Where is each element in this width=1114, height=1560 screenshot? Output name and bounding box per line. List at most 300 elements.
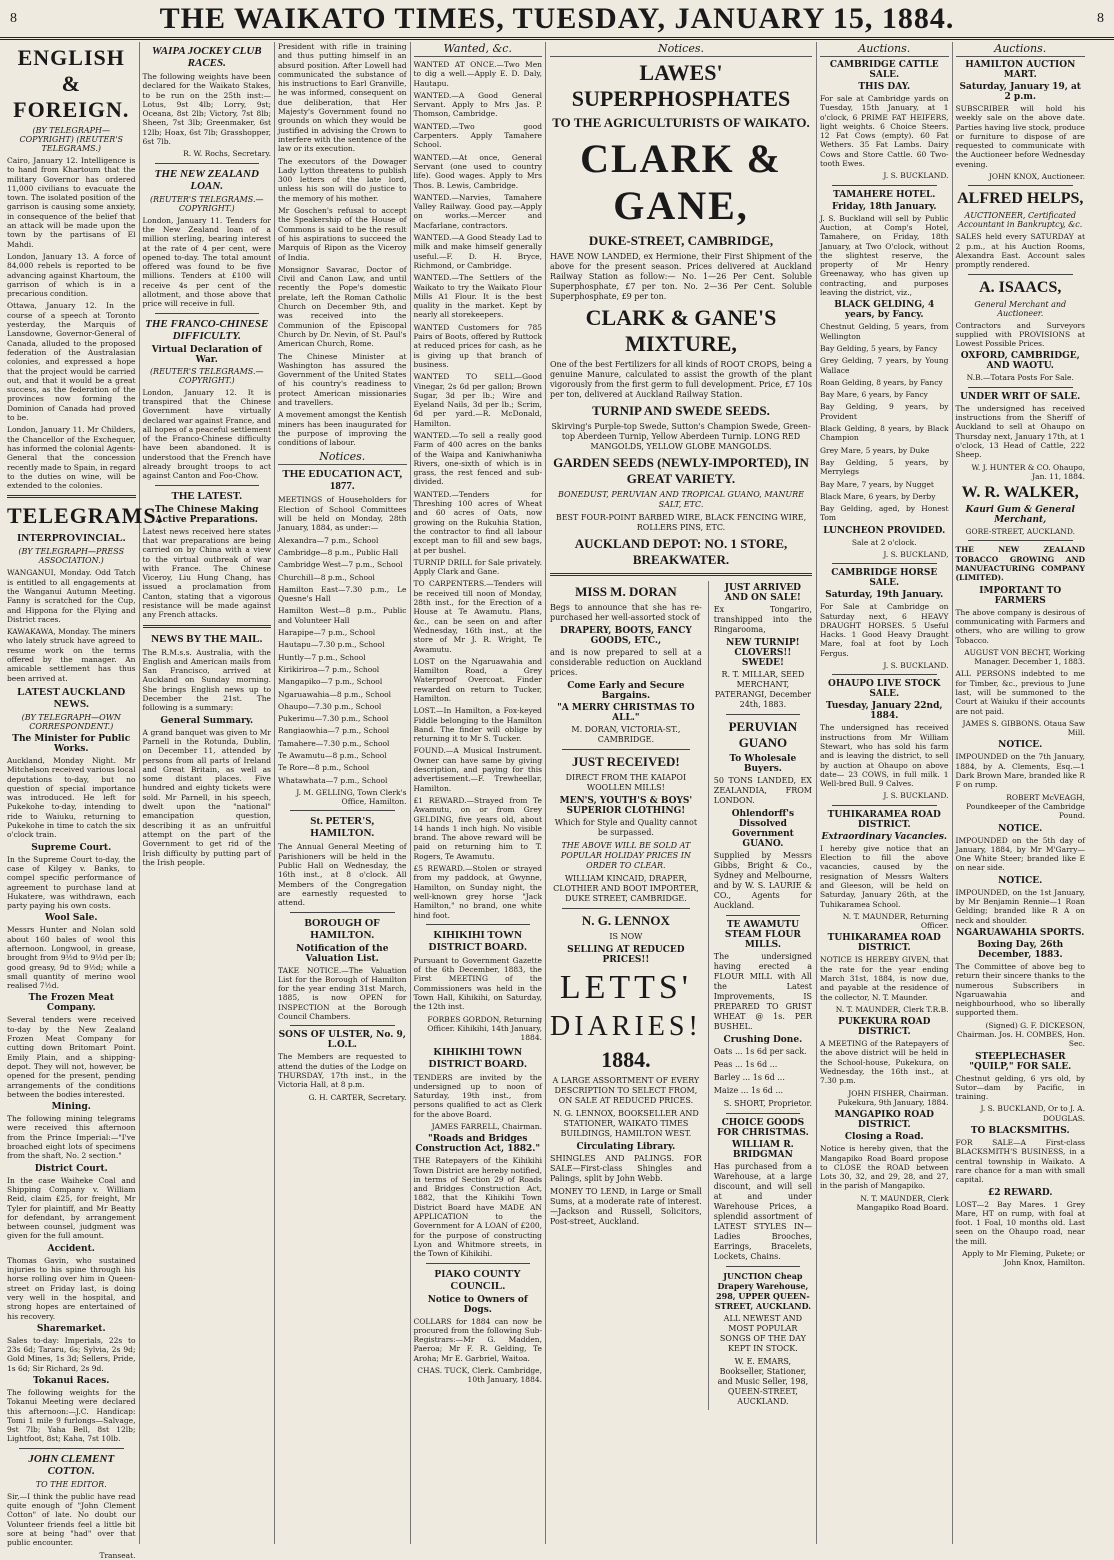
classified-ad: WANTED.—A Good Steady Lad to milk and make himself generally useful.—F. D. H. Bryce, Richmond, or Cambridge. [413, 233, 542, 270]
auckland-depot: AUCKLAND DEPOT: NO. 1 STORE, BREAKWATER. [574, 536, 788, 567]
subhead: Accident. [47, 1243, 95, 1254]
notice-headline: NOTICE. [998, 875, 1043, 886]
signature: J. S. BUCKLAND. [883, 791, 949, 801]
jockey-club-headline: WAIPA JOCKEY CLUB RACES. [151, 45, 262, 69]
helps-sub: AUCTIONEER, Certificated Accountant in Bankruptcy, &c. [958, 211, 1083, 230]
loan-headline: THE NEW ZEALAND LOAN. [154, 167, 259, 192]
subhead: The Minister for Public Works. [12, 733, 131, 754]
doran-bargains: Come Early and Secure Bargains. [567, 681, 685, 701]
ad-body: DIRECT FROM THE KAIAPOI WOOLLEN MILLS! [565, 773, 687, 792]
notice-headline: NOTICE. [998, 740, 1043, 751]
article-paragraph: Mr Goschen's refusal to accept the Speakership of the House of Commons is said to be the result of his aspirations to succeed the Marquis of Ripon as the Viceroy of India. [278, 206, 407, 262]
classified-ad: TO CARPENTERS.—Tenders will be received till noon of Monday, 28th inst., for the Erection of a House at Te Awamutu. Plans, &c., can be seen on and after Wednesday, 16th inst., at the store of Mr J. R. Wright, Te Awamutu. [413, 579, 542, 654]
notice-body: Pursuant to Government Gazette of the 6th December, 1883, the First MEETING of the Commissioners was held in the Town Hall, Kihikihi, on Saturday, the 12th inst. [413, 955, 542, 1012]
column-1 [4, 42, 164, 1560]
classified-ad: WANTED.—Narvies, Tamahere Valley Railway. Good pay.—Apply on works.—Mercer and Macfarlane, contractors. [413, 192, 542, 230]
list-item: Pukerimu—7.30 p.m., School [278, 714, 389, 724]
ad-body: and is now prepared to sell at a considerable reduction on Auckland prices. [550, 648, 702, 677]
cattle-sale-headline: CAMBRIDGE CATTLE SALE. [829, 60, 939, 80]
price-line: Maize ... 1s 6d ... [713, 1086, 784, 1095]
page-columns [0, 40, 1114, 1560]
signature: J. S. BUCKLAND. [883, 661, 949, 671]
loan-sub: (REUTER'S TELEGRAMS.—COPYRIGHT.) [149, 194, 264, 213]
lawes-headline: LAWES' SUPERPHOSPHATES [571, 60, 791, 111]
article-paragraph: London, January 13. A force of 84,000 rebels is reported to be advancing against Khartoum, the garrison of which is in a precarious condition. [7, 251, 136, 299]
notice-body: ALL PERSONS indebted to me for Timber, &c., previous to June last, will be summoned to the Court at Waiuku if their accounts are not paid. [955, 669, 1085, 716]
songs-ad: ALL NEWEST AND MOST POPULAR SONGS OF THE DAY KEPT IN STOCK. [719, 1314, 806, 1353]
horse-sale-headline: CAMBRIDGE HORSE SALE. [831, 568, 938, 589]
isaacs-sub: General Merchant and Auctioneer. [974, 299, 1067, 318]
columns-5-6 [546, 42, 817, 1544]
auction-body: The undersigned has received instructions from the Sheriff of Auckland to sell at Ohaupo on Thursday next, January 17th, at 1 o'clock, 13 Head of Cattle, 222 Sheep. [955, 403, 1085, 460]
notice-body: The Members are requested to attend the duties of the Lodge on THURSDAY, 17th inst., in the Victoria Hall, at 8 p.m. [278, 1052, 407, 1090]
signature: FORBES GORDON, Returning Officer. Kihikihi, 14th January, 1884. [427, 1014, 542, 1043]
subhead: Sharemarket. [36, 1323, 106, 1334]
list-item: Mangapiko—7 p.m., School [278, 677, 383, 687]
list-item: Huntly—7 p.m., School [278, 652, 366, 662]
divider [832, 805, 937, 806]
ad-body: Contractors and Surveyors supplied with PROVISIONS at Lowest Possible Prices. [955, 320, 1085, 349]
letter-body: Sir,—I think the public have read quite enough of "John Clement Cotton" of late. No doubt our Volunteer friends feel a little bit sore at being "had" over that public encounter. [7, 1491, 136, 1548]
signature: G. H. CARTER, Secretary. [308, 1092, 407, 1102]
turnip-headline: NEW TURNIP! CLOVERS!! SWEDE! [726, 638, 800, 668]
list-item: Harapipe—7 p.m., School [278, 628, 376, 638]
divider [155, 485, 260, 486]
page-number-right: 8 [1096, 10, 1104, 26]
piako-headline: PIAKO COUNTY COUNCIL. [434, 1267, 521, 1292]
subhead: District Court. [34, 1163, 108, 1174]
classified-ad: WANTED.—The Settlers of the Waikato to try the Waikato Flour Mills A1 Flour. It is the best quality in the market. Kept by nearly all storekeepers. [413, 273, 542, 320]
ads-left [550, 581, 702, 1410]
divider [726, 1266, 800, 1267]
horse-item: Grey Mare, 5 years, by Duke [820, 445, 930, 455]
lennox-sale: SELLING AT REDUCED PRICES!! [567, 945, 685, 965]
divider [143, 625, 272, 628]
letter-to: TO THE EDITOR. [35, 1479, 107, 1489]
divider [290, 810, 395, 811]
education-act-headline: THE EDUCATION ACT, 1877. [282, 468, 403, 493]
ad-body: Supplied by Messrs Gibbs, Bright & Co., Sydney and Melbourne, and by W. S. LAURIE & CO., Agents for Auckland. [713, 851, 812, 910]
divider [562, 908, 690, 909]
notice-body: The Committee of above beg to return their sincere thanks to the numerous Subscribers in Ngaruawahia and neighbourhood, who so liberally supported them. [955, 961, 1085, 1018]
signature: N. T. MAUNDER, Clerk Mangapiko Road Board. [856, 1193, 949, 1213]
article-paragraph: Monsignor Savarac, Doctor of Civil and Canon Law, and until recently the Pope's domestic prelate, left the Roman Catholic Church on December 9th, and was received into the Communion of the Episcopal Church by Dr. Nevin, of St. Paul's American Church, Rome. [278, 264, 407, 349]
signature: AUGUST VON BECHT, Working Manager. December 1, 1883. [964, 647, 1085, 667]
auction-mart-date: Saturday, January 19, at 2 p.m. [959, 82, 1081, 102]
list-item: Hamilton West—8 p.m., Public and Volunteer Hall [278, 606, 407, 625]
signature: J. S. BUCKLAND, Or to J. A. DOUGLAS. [980, 1104, 1085, 1123]
article-paragraph: In the Supreme Court to-day, the case of Kilgey v. Banks, to compel specific performance of agreement to purchase land at Hukatere, was withdrawn, each party paying his own costs. [7, 854, 136, 911]
article-paragraph: Ottawa, January 12. In the course of a speech at Toronto yesterday, the Marquis of Lansdowne, Governor-General of Canada, alluded to the proposed federation of the Australasian colonies, and expressed a hope that the project would be carried out, and that it would be a great success, as the federation of the provinces now forming the Dominion of Canada had proved to be. [7, 301, 136, 423]
bridgman-name: WILLIAM R. BRIDGMAN [731, 1140, 794, 1160]
subhead: The Frozen Meat Company. [28, 993, 114, 1014]
column-2 [140, 42, 276, 1544]
roads-act-headline: "Roads and Bridges Construction Act, 1882." [415, 1134, 541, 1155]
steeplechaser-headline: STEEPLECHASER "QUILP," FOR SALE. [969, 1051, 1072, 1072]
ad-body: Begs to announce that she has re-purchased her well-assorted stock of [550, 603, 702, 622]
walker-headline: W. R. WALKER, [961, 484, 1079, 502]
library-headline: Circulating Library. [576, 1142, 676, 1152]
subhead: General Summary. [160, 715, 254, 726]
classified-ad: LOST.—In Hamilton, a Fox-keyed Fiddle belonging to the Hamilton Band. The finder will oblige by returning it to Mr S. Tucker. [413, 706, 542, 744]
classified-ad: TURNIP DRILL for Sale privately. Apply Clark and Gane. [413, 557, 542, 577]
divider [19, 1448, 124, 1449]
article-paragraph: President with rifle in training and thus putting himself in an absurd position. After Lowell had communicated the substance of his instructions to Earl Granville, he was informed, consequent on due deliberation, that Her Majesty's Government found no grounds on which they would be justified in advising the Crown to interfere with the sentence of the law or its execution. [278, 42, 407, 154]
telegrams-headline: TELEGRAMS. [7, 503, 164, 529]
isaacs-locations: OXFORD, CAMBRIDGE, AND WAOTU. [960, 351, 1080, 372]
ad-body: BONEDUST, PERUVIAN AND TROPICAL GUANO, MANURE SALT, ETC. [558, 490, 804, 509]
subhead: Supreme Court. [31, 842, 112, 853]
walker-sub: Kauri Gum & General Merchant, [965, 505, 1075, 526]
divider [726, 1113, 800, 1114]
luncheon: LUNCHEON PROVIDED. [823, 525, 946, 536]
signature: ROBERT McVEAGH, Poundkeeper of the Cambridge Pound. [966, 792, 1085, 821]
mangapiko-sub: Closing a Road. [844, 1132, 924, 1143]
notices-section-head: Notices. [550, 42, 812, 57]
signature: JOHN FISHER, Chairman. Pukekura, 9th January, 1884. [837, 1088, 949, 1107]
divider [968, 274, 1074, 275]
horse-item: Bay Mare, 6 years, by Fancy [820, 390, 928, 400]
signature: N. G. LENNOX, BOOKSELLER AND STATIONER, WAIKATO TIMES BUILDINGS, HAMILTON WEST. [552, 1109, 699, 1138]
signature: N. T. MAUNDER, Clerk T.R.B. [835, 1004, 949, 1014]
signature: WILLIAM KINCAID, DRAPER, CLOTHIER AND BOOT IMPORTER, DUKE STREET, CAMBRIDGE. [553, 874, 699, 903]
mixture-headline: CLARK & GANE'S MIXTURE, [585, 305, 777, 356]
notice-body: TAKE NOTICE.—The Valuation List for the Borough of Hamilton for the year ending 31st March, 1885, is now OPEN for INSPECTION at the Borough Council Chambers. [278, 965, 407, 1022]
notice-body: IMPOUNDED, on the 1st January, by Mr Benjamin Rennie—1 Roan Gelding; branded like R A on neck and shoulder. [955, 887, 1085, 925]
divider [832, 674, 937, 675]
two-column-ads [550, 581, 812, 1410]
page-number: 8 [10, 10, 17, 26]
list-item: Hamilton East—7.30 p.m., Le Quesne's Hall [278, 584, 407, 604]
tuhikaramea-headline: TUHIKARAMEA ROAD DISTRICT. [827, 809, 941, 830]
guano-sub: To Wholesale Buyers. [729, 754, 797, 774]
divider [290, 912, 395, 913]
tobacco-headline: THE NEW ZEALAND TOBACCO GROWING AND MANUFACTURING COMPANY (LIMITED). [955, 545, 1085, 583]
ad-body: IS NOW [609, 932, 643, 941]
article-paragraph: The following weights have been declared for the Waikato Stakes, to be run on the 25th inst:—Lotus, 9st 4lb; Lorry, 9st; Oceana, 8st 2lb; Victory, 7st 8lb; Sheen, 7st 3lb; Greenmaker, 6st 12lb; Hoax, 6st 7lb; Grasshopper, 6st 7lb. [142, 72, 271, 147]
borough-headline: BOROUGH OF HAMILTON. [304, 916, 380, 941]
auction-body: For Sale at Cambridge on Saturday next, 6 HEAVY DRAUGHT HORSES. 5 Useful Hacks. 1 Good Heavy Draught Mare, foal at foot by Loch Fergus. [820, 602, 949, 658]
list-item: Kirikiriroa—7 p.m., School [278, 664, 380, 674]
ad-body: N.B.—Totara Posts For Sale. [966, 373, 1074, 383]
column-3 [275, 42, 411, 1544]
horse-item: Bay Gelding, 5 years, by Fancy [820, 343, 938, 353]
article-paragraph: The following weights for the Tokanui Meeting were declared this afternoon:—J.C. Handicap: Tomi 1 mile 9 furlongs—Salvage, 9st 7lb; Yaha Bell, 8st 12lb; Lightfoot, 8st; Kaha, 7st 10lb. [7, 1387, 136, 1444]
isaacs-headline: A. ISAACS, [979, 278, 1062, 296]
ad-body: The undersigned having erected a FLOUR MILL with All the Latest Improvements, IS PREPARED TO GRIST WHEAT @ 1s. PER BUSHEL. [713, 952, 812, 1031]
notices-section-head: Notices. [278, 450, 407, 465]
notice-body: IMPOUNDED on the 5th day of January, 1884, by Mr M'Garry—One White Steer; branded like E on near side. [955, 835, 1085, 873]
article-paragraph: A grand banquet was given to Mr Parnell in the Rotunda, Dublin, on December 11, attended by persons from all parts of Ireland and Great Britain, as well as some distant places. Five hundred and eighty tickets were sold. Mr Parnell, in his speech, dwelt upon the "national" emancipation question, describing it as an unfruitful attempt on the part of the Government to get rid of the Irish difficulty by putting part of the Irish people. [142, 727, 271, 867]
diaries-year: 1884. [601, 1047, 651, 1072]
ad-body: MONEY TO LEND, in Large or Small Sums, at a moderate rate of interest.—Jackson and Russell, Solicitors, Post-street, Auckland. [550, 1187, 702, 1226]
lawes-sub: TO THE AGRICULTURISTS OF WAIKATO. [552, 115, 810, 130]
signature: S. SHORT, Proprietor. [723, 1099, 812, 1108]
divider [562, 749, 690, 750]
ad-body: SALES held every SATURDAY at 2 p.m., at his Auction Rooms, Alexandra East. Account sales promptly rendered. [955, 232, 1085, 270]
list-item: Churchill—8 p.m., School [278, 572, 375, 582]
latest-auckland-headline: LATEST AUCKLAND NEWS. [17, 685, 126, 710]
signature: W. E. EMARS, Bookseller, Stationer, and Music Seller, 198, QUEEN-STREET, AUCKLAND. [717, 1357, 809, 1406]
list-item: Tamahere—7.30 p.m., School [278, 738, 390, 748]
auction-body: J. S. Buckland will sell by Public Auction, at Comp's Hotel, Tamahere, on Friday, 18th January, at Two O'clock, without the slightest reserve, the property of Mr Henry Greenaway, who has given up contracting, and purposes leaving the district, viz., [820, 213, 949, 298]
ad-body: SHINGLES AND PALINGS. FOR SALE—First-class Shingles and Palings, split by John Webb. [550, 1154, 702, 1183]
st-peters-headline: St. PETER'S, HAMILTON. [310, 815, 375, 840]
reward-headline: £2 REWARD. [987, 1187, 1053, 1198]
article-paragraph: London, January 11. Mr Childers, the Chancellor of the Exchequer, has informed the colonial Agents-General that the concession recently made to Spain, in regard to the duties on wine, will be extended to the colonies. [7, 425, 136, 491]
clark-gane-headline: CLARK & GANE, [580, 136, 782, 228]
sale-time: Sale at 2 o'clock. [851, 537, 917, 547]
divider [832, 563, 937, 564]
diaries-headline: DIARIES! [550, 1011, 702, 1042]
classified-ad: WANTED TO SELL—Good Vinegar, 2s 6d per gallon; Brown Sugar, 3d per lb.; Wire and Eyeland Nails, 3d per lb.; Scrim, 6d per yard.—R. McDonald, Hamilton. [413, 372, 542, 428]
horse-item: Grey Gelding, 7 years, by Young Wallace [820, 356, 949, 375]
walker-address: GORE-STREET, AUCKLAND. [965, 527, 1075, 537]
sports-headline: NGARUAWAHIA SPORTS. [956, 927, 1085, 938]
auctions-section-head: Auctions. [820, 42, 949, 57]
classified-ad: WANTED.—At once, General Servant (one used to country life). Good wages. Apply to Mrs Thos. B. Lewis, Cambridge. [413, 152, 542, 190]
tuhikaramea-sub: Extraordinary Vacancies. [821, 831, 948, 842]
letts-headline: LETTS' [559, 969, 692, 1006]
school-meeting-list [278, 536, 407, 785]
letter-headline: JOHN CLEMENT COTTON. [28, 1452, 115, 1477]
sons-of-ulster-headline: SONS OF ULSTER, No. 9, L.O.L. [278, 1030, 406, 1051]
divider [968, 185, 1074, 186]
letter-signature: Transeat. [99, 1550, 136, 1560]
ad-body: 50 TONS LANDED, EX ZEALANDIA, FROM LONDON. [713, 776, 812, 805]
ad-body: Has purchased from a Warehouse, at a large discount, and will sell at and under Warehouse Prices, a splendid assortment of LATEST STYLES IN— Ladies Brooches, Earrings, Bracelets, Lockets, Chains. [713, 1162, 812, 1261]
article-paragraph: In the case Waiheke Coal and Shipping Company v. William Reid, claim £25, for freight, Mr Tyler for plaintiff, and Mr Beatty for defendant, by arrangement between counsel, judgment was given for the full amount. [7, 1175, 136, 1241]
price-line: Barley ... 1s 6d ... [713, 1073, 785, 1082]
classified-ad: FOUND.—A Musical Instrument. Owner can have same by giving description, and paying for this advertisement.—F. Trewheellar, Hamilton. [413, 746, 542, 793]
column-8 [953, 42, 1089, 1544]
this-day: THIS DAY. [858, 82, 911, 92]
classified-ad: LOST on the Ngaruawahia and Hamilton Road, a Grey Waterproof Overcoat. Finder rewarded on return to Tucker, Hamilton. [413, 656, 542, 703]
subhead: Virtual Declaration of War. [151, 344, 262, 365]
notice-body: COLLARS for 1884 can now be procured from the following Sub-Registrars:—Mr G. Madden, Paeroa; Mr F. R. Gelding, Te Aroha; Mr E. Garbriel, Waitoa. [413, 1316, 542, 1363]
list-item: Ngaruawahia—8 p.m., School [278, 689, 392, 699]
horse-item: Bay Gelding, 9 years, by Provident [820, 402, 949, 421]
auction-body: For sale at Cambridge yards on Tuesday, 15th January, at 1 o'clock, 6 PRIME FAT HEIFERS, light weights. 6 Choice Steers. 12 Fat Cows (empty). 60 Fat Wethers. 35 Fat Lambs. Dairy Cows and Store Cattle. 60 Two-tooth Ewes. [820, 94, 949, 169]
article-paragraph: Cairo, January 12. Intelligence is to hand from Khartoum that the military Governor has ordered 11,000 civilians to evacuate the town. The isolated position of the garrison is causing some anxiety, in consequence of the belief that an attack will be made upon the town by the partisans of El Mahdi. [7, 156, 136, 249]
ad-body: Ex Tongariro, transhipped into the Ringarooma, [713, 605, 812, 634]
ohaupo-date: Tuesday, January 22nd, 1884. [825, 701, 943, 722]
article-paragraph: London, January 11. Tenders for the New Zealand loan of a million sterling, bearing interest at the rate of 4 per cent, were opened to-day. The total amount offered was found to be five millions. Tenders at £100 will receive 4s per cent of the allotment, and those above that price will receive in full. [142, 215, 271, 309]
divider [968, 387, 1074, 388]
signature: N. T. MAUNDER, Returning Officer. [842, 911, 949, 931]
interprovincial-headline: INTERPROVINCIAL. [17, 532, 126, 545]
divider [7, 495, 136, 498]
subhead: Tokanui Races. [33, 1375, 110, 1386]
ohaupo-headline: OHAUPO LIVE STOCK SALE. [828, 679, 941, 700]
article-paragraph: Messrs Hunter and Nolan sold about 160 bales of wool this afternoon. Longwool, in grease, brought from 9½d to 9½d per lb; good greasy, 9d to 9½d; while a small quantity of merino wool realised 7½d. [7, 925, 136, 991]
just-received-headline: JUST RECEIVED! [572, 754, 680, 769]
tuhikaramea-headline-2: TUHIKARAMEA ROAD DISTRICT. [827, 933, 941, 954]
notice-body: IMPOUNDED on the 7th January, 1884, by A. Clements, Esq.—1 Dark Brown Mare, branded like R F on rump. [955, 752, 1085, 790]
mangapiko-headline: MANGAPIKO ROAD DISTRICT. [834, 1110, 934, 1131]
horse-item: Bay Gelding, aged, by Honest Tom [820, 504, 949, 523]
article-paragraph: Sales to-day: Imperials, 22s to 23s 6d; Tararu, 6s; Sylvia, 2s 9d; Gold Mines, 1s 3d; Sellers, Pride, 1s 6d; Sir Richard, 2s 9d. [7, 1335, 136, 1373]
franco-chinese-headline: THE FRANCO-CHINESE DIFFICULTY. [145, 317, 269, 342]
signature: R. W. Rochs, Secretary. [183, 149, 271, 159]
guano-headline: PERUVIAN GUANO [728, 719, 798, 750]
signature: R. T. MILLAR, SEED MERCHANT, PATERANGI, December 24th, 1883. [714, 670, 811, 709]
horse-item: Chestnut Gelding, 5 years, from Wellington [820, 322, 949, 341]
pukekura-headline: PUKEKURA ROAD DISTRICT. [838, 1017, 931, 1038]
notice-body: MEETINGS of Householders for Election of School Committees will be held on Monday, 28th January, 1884, as under:— [278, 495, 407, 533]
sports-date: Boxing Day, 26th December, 1883. [977, 939, 1064, 960]
notice-body: The Annual General Meeting of Parishioners will be held in the Public Hall on Wednesday, the 16th inst., at 8 o'clock. All Members of the Congregation are earnestly requested to attend. [278, 842, 407, 908]
tobacco-sub: IMPORTANT TO FARMERS [979, 585, 1062, 606]
article-paragraph: London, January 12. It is transpired that the Chinese Government have virtually declared war against France, and all hopes of a peaceful settlement of the Franco-Chinese difficulty have been abandoned. It is understood that the French have already brought troops to act against Canton and Foo-Chow. [142, 387, 271, 481]
horse-item: Bay Gelding, 5 years, by Merrylegs [820, 457, 949, 477]
clothing-headline: MEN'S, YOUTH'S & BOYS' SUPERIOR CLOTHING! [559, 796, 693, 816]
doran-headline: MISS M. DORAN [575, 584, 677, 599]
article-paragraph: The executors of the Dowager Lady Lytton threatens to publish 300 letters of the late lord, unless his son will do justice to the memory of his mother. [278, 156, 407, 203]
article-paragraph: WANGANUI, Monday. Odd Tatch is entitled to all engagements at the Wanganui Autumn Meeting. Fanny is scratched for the Cup, and Hippona for the Flying and District races. [7, 568, 136, 624]
wanted-section-head: Wanted, &c. [414, 42, 543, 57]
subhead: Notice to Owners of Dogs. [427, 1294, 528, 1315]
ad-body: THE ABOVE WILL BE SOLD AT POPULAR HOLIDAY PRICES IN ORDER TO CLEAR. [560, 841, 691, 870]
divider [832, 185, 937, 186]
lennox-headline: N. G. LENNOX [581, 913, 670, 928]
kihikihi-headline-2: KIHIKIHI TOWN DISTRICT BOARD. [428, 1045, 527, 1070]
article-paragraph: The R.M.s.s. Australia, with the English and American mails from San Francisco, arrived at Auckland on Sunday morning. She brings English news up to December the 21st. The following is a summary: [142, 647, 271, 713]
classified-ad: WANTED.—To sell a really good Farm of 400 acres on the banks of the Waipa and Kaniwhaniwha Rivers, one-sixth of which is in grass, the rest fenced and sub-divided. [413, 430, 542, 487]
signature: M. DORAN, VICTORIA-ST., CAMBRIDGE. [571, 725, 681, 744]
clark-gane-address: DUKE-STREET, CAMBRIDGE, [588, 233, 774, 248]
blacksmiths-headline: TO BLACKSMITHS. [970, 1126, 1070, 1137]
notice-body: NOTICE IS HEREBY GIVEN, that the rate for the year ending March 31st, 1884, is now due, and payable at the residence of the collector, N. T. Maunder. [820, 955, 949, 1002]
article-paragraph: KAWAKAWA, Monday. The miners who lately struck have agreed to resume work on the terms offered by the manager. An amicable settlement has thus been arrived at. [7, 627, 136, 683]
notice-headline: NOTICE. [998, 823, 1043, 834]
divider [155, 163, 260, 164]
hotel-headline: TAMAHERE HOTEL. [833, 189, 936, 200]
subhead: Mining. [51, 1102, 91, 1113]
signature: W. J. HUNTER & CO. Ohaupo, Jan. 11, 1884. [971, 462, 1085, 481]
doran-merry: "A MERRY CHRISTMAS TO ALL." [557, 703, 695, 723]
divider [726, 915, 800, 916]
price-line: Oats ... 1s 6d per sack. [713, 1047, 807, 1056]
list-item: Alexandra—7 p.m., School [278, 535, 379, 545]
signature: JAMES S. GIBBONS. Otaua Saw Mill. [962, 718, 1085, 738]
list-item: Whatawhata—7 p.m., School [278, 775, 388, 785]
signature: CHAS. TUCK, Clerk. Cambridge, 10th January, 1884. [417, 1366, 542, 1385]
latest-auckland-sub: (BY TELEGRAPH—OWN CORRESPONDENT.) [21, 712, 121, 731]
article-paragraph: Latest news received here states that war preparations are being carried on by China with a view to the virtual outbreak of war with France. The Chinese Viceroy, Liu Hung Chang, has issued a proclamation from Canton, stating that a vigorous resistance will be made against any French attacks. [142, 526, 271, 620]
auction-body: The undersigned has received instructions from Mr William Stewart, who has sold his farm and is leaving the district, to sell by auction at Ohaupo on above date— 23 COWS, in full milk. 1 Well-bred Bull. 9 Calves. [820, 723, 949, 789]
ad-body: FOR SALE—A First-class BLACKSMITH'S BUSINESS, in a central township in Waikato. A rare chance for a man with small capital. [955, 1138, 1085, 1185]
ad-body: The above company is desirous of communicating with Farmers and others, who are willing to grow Tobacco. [955, 607, 1085, 645]
list-item: Ohaupo—7.30 p.m., School [278, 701, 382, 711]
list-item: Cambridge West—7 p.m., School [278, 560, 403, 570]
gelding-headline: BLACK GELDING, 4 years, by Fancy. [834, 300, 935, 321]
column-4 [411, 42, 547, 1544]
ad-body: Chestnut gelding, 6 yrs old, by Sutor—dam by Pacific, in training. [955, 1073, 1085, 1102]
doran-goods: DRAPERY, BOOTS, FANCY GOODS, ETC., [559, 626, 692, 646]
ad-body: HAVE NOW LANDED, ex Hermione, their First Shipment of the above for the present season. Prices delivered at Auckland Railway Station as follow:— No. 1—26 Per Cent. Soluble Superphosphate, £7 per ton. No. 2—36 Per Cent. Soluble Superphosphate, £9 per ton. [550, 252, 812, 301]
newspaper-title: THE WAIKATO TIMES, TUESDAY, JANUARY 15, 1884. [159, 1, 955, 35]
price-line: Peas ... 1s 6d ... [713, 1060, 778, 1069]
signature: J. S. BUCKLAND. [883, 171, 949, 181]
article-paragraph: Several tenders were received to-day by the New Zealand Frozen Meat Company for cutting down Britomart Point. Emily Plain, and a shipping-depot. They will not, however, be opened for the present, pending arrangements of the conditions between the bodies interested. [7, 1015, 136, 1099]
helps-headline: ALFRED HELPS, [957, 190, 1084, 208]
article-paragraph: A movement amongst the Kentish miners has been inaugurated for the purpose of improving the conditions of labour. [278, 410, 407, 448]
signature: (Signed) G. F. DICKESON, Chairman. Jos. H. COMBES, Hon. Sec. [956, 1020, 1085, 1049]
article-paragraph: Auckland, Monday Night. Mr Mitchelson received various local deputations to-day, but no question of special importance was introduced. He left for Pukekohe to-day, intending to ride to Waiuku, returning to Pukekohe in time to catch the six o'clock train. [7, 755, 136, 840]
signature: JOHN KNOX, Auctioneer. [988, 172, 1085, 182]
auction-body: SUBSCRIBER will hold his weekly sale on the above date. Parties having live stock, produce or furniture to dispose of are requested to communicate with the Auctioneer before Wednesday evening. [955, 104, 1085, 169]
kihikihi-headline: KIHIKIHI TOWN DISTRICT BOARD. [428, 928, 527, 953]
franco-sub: (REUTER'S TELEGRAMS.—COPYRIGHT.) [149, 366, 264, 385]
notice-body: I hereby give notice that an Election to fill the above vacancies, caused by the resignation of Messrs Walters and Gleeson, will be held on Saturday, January 26th, at the Tuhikaramea School. [820, 843, 949, 909]
list-item: Cambridge—8 p.m., Public Hall [278, 547, 399, 557]
column-7 [817, 42, 953, 1544]
ads-right [708, 581, 812, 1410]
seeds-headline: TURNIP AND SWEDE SEEDS. [592, 403, 770, 418]
divider [426, 924, 531, 925]
classified-ad: WANTED.—Tenders for Threshing 100 acres of Wheat and 60 acres of Oats, now growing on the Rukuhia Station, the contractor to find all labour except man to fill and sew bags, at per bushel. [413, 489, 542, 555]
ad-body: One of the best Fertilizers for all kinds of ROOT CROPS, being a genuine Manure, calculated to assist the growth of the plant vigorously from the first germ to full development. Price, £7 10s per ton, delivered at Auckland Railway Station. [550, 360, 812, 399]
list-item: Hautapu—7.30 p.m., School [278, 640, 385, 650]
subhead: Notification of the Valuation List. [296, 943, 389, 964]
flour-mill-headline: TE AWAMUTU STEAM FLOUR MILLS. [724, 920, 801, 950]
list-item: Te Awamutu—8 p.m., School [278, 751, 387, 760]
christmas-goods-headline: CHOICE GOODS FOR CHRISTMAS. [717, 1118, 809, 1138]
latest-headline: THE LATEST. [171, 489, 242, 502]
ohlendorff-headline: Ohlendorff's Dissolved Government GUANO. [731, 809, 795, 849]
just-arrived-headline: JUST ARRIVED AND ON SALE! [724, 583, 801, 603]
classified-ad: WANTED.—A Good General Servant. Apply to Mrs Jas. P. Thomson, Cambridge. [413, 90, 542, 119]
writ-headline: UNDER WRIT OF SALE. [960, 391, 1081, 402]
ad-body: BEST FOUR-POINT BARBED WIRE, BLACK FENCING WIRE, ROLLERS PINS, ETC. [555, 513, 807, 532]
horse-item: Black Mare, 6 years, by Derby [820, 491, 936, 501]
article-paragraph: Thomas Gavin, who sustained injuries to his spine through his horse rolling over him in Queen-street on Friday last, is doing very well in the hospital, and strong hopes are entertained of his recovery. [7, 1255, 136, 1321]
section-sub: (BY TELEGRAPH—COPYRIGHT) (REUTER'S TELEGRAMS.) [19, 126, 123, 153]
notice-body: A MEETING of the Ratepayers of the above district will be held in the School-house, Pukekura, on Wednesday, the 16th inst., at 7.30 p.m. [820, 1039, 949, 1086]
section-headline-english-foreign: ENGLISH & FOREIGN. [13, 45, 130, 122]
article-paragraph: The Chinese Minister at Washington has assured the Government of the United States of his country's readiness to protect American missionaries and travellers. [278, 351, 407, 407]
article-paragraph: The following mining telegrams were received this afternoon from the Prince Imperial:—"I've broached eight lots of specimens from the shaft, No. 2 section." [7, 1114, 136, 1161]
interprovincial-sub: (BY TELEGRAPH—PRESS ASSOCIATION.) [18, 547, 125, 566]
news-by-mail-headline: NEWS BY THE MAIL. [151, 632, 263, 645]
signature: JAMES FARRELL, Chairman. [431, 1121, 542, 1131]
divider [726, 714, 800, 715]
classified-ad: WANTED.—Two good Carpenters. Apply Tamahere School. [413, 121, 542, 150]
divider [290, 1025, 395, 1026]
hotel-date: Friday, 18th January. [831, 201, 937, 212]
signature: J. S. BUCKLAND, [883, 549, 949, 559]
ad-body: LOST—2 Bay Mares. 1 Grey Mare, HT on rump, with foal at foot. 1 Foal, 10 months old. Last seen on the Ohaupo road, near the mill. [955, 1199, 1085, 1246]
garden-seeds: GARDEN SEEDS (NEWLY-IMPORTED), IN GREAT VARIETY. [553, 455, 809, 486]
divider [426, 1263, 531, 1264]
list-item: Rangiaowhia—7 p.m., School [278, 726, 390, 736]
classified-ad: £5 REWARD.—Stolen or strayed from my paddock, at Gwynne, Hamilton, on Sunday night, the well-known grey horse "Jack Hamilton," no brand, one white hind foot. [413, 864, 542, 920]
notice-body: TENDERS are invited by the undersigned up to noon of Saturday, 19th inst., from persons qualified to act as Clerk for the above Board. [413, 1072, 542, 1119]
signature: Apply to Mr Fleming, Pukete; or John Knox, Hamilton. [962, 1249, 1085, 1268]
classified-ad: WANTED AT ONCE.—Two Men to dig a well.—Apply E. D. Daly, Hautapu. [413, 60, 542, 88]
auction-mart-headline: HAMILTON AUCTION MART. [965, 60, 1076, 80]
classified-ad: £1 REWARD.—Strayed from Te Awamutu, on or from Grey GELDING, five years old, about 14 hands 1 inch high. No visible brand. The above reward will be paid on returning him to T. Rogers, Te Awamutu. [413, 795, 542, 861]
horse-item: Bay Mare, 7 years, by Nugget [820, 479, 934, 489]
subhead: Wool Sale. [44, 913, 98, 924]
signature: J. M. GELLING, Town Clerk's Office, Hamilton. [296, 787, 407, 807]
ad-body: Which for Style and Quality cannot be surpassed. [554, 818, 698, 837]
crushing-headline: Crushing Done. [723, 1035, 803, 1045]
horse-item: Roan Gelding, 8 years, by Fancy [820, 377, 943, 387]
list-item: Te Rore—8 p.m., School [278, 763, 370, 773]
subhead: The Chinese Making Active Preparations. [154, 504, 259, 525]
